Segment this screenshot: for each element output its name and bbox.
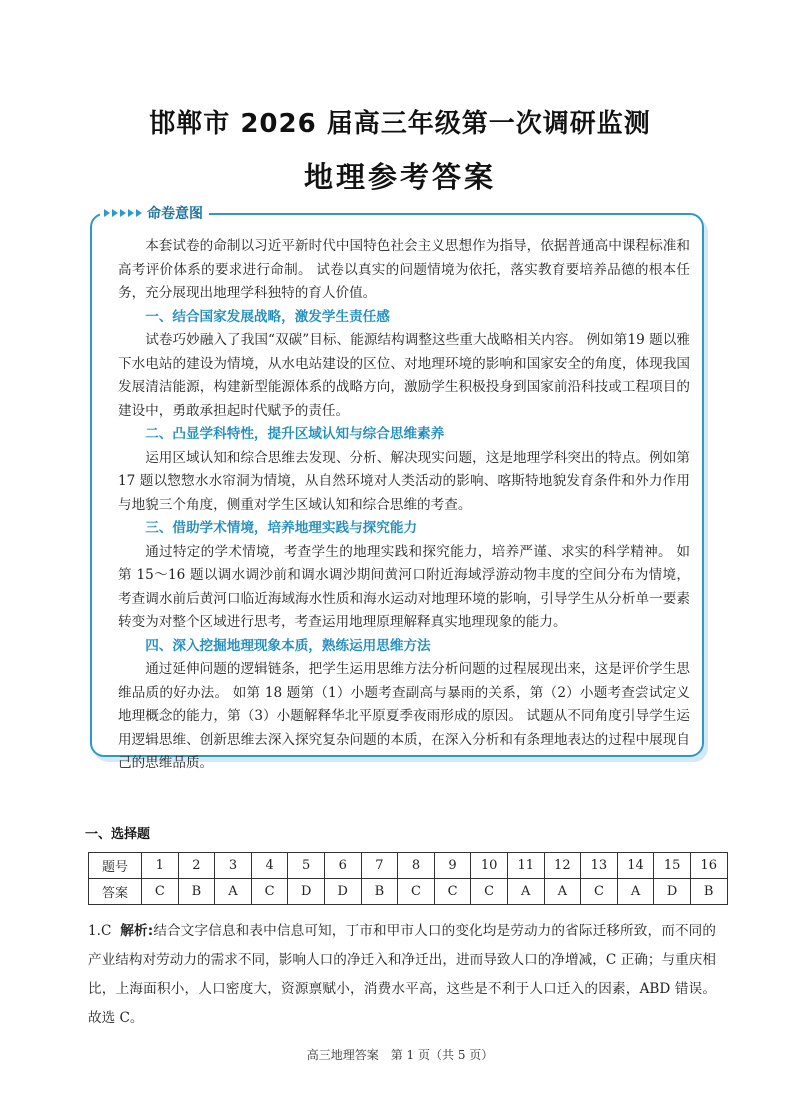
question-number: 11 xyxy=(507,853,544,879)
intent-text-2: 运用区域认知和综合思维去发现、分析、解决现实问题，这是地理学科突出的特点。例如第 17 题以惣惣水水帘洞为情境，从自然环境对人类活动的影响、喀斯特地貌发育条件和外力作用与地貌三个角度，侧重对学生区域认知和综合思维的考查。 xyxy=(118,449,690,513)
intent-heading-1: 一、结合国家发展战略，激发学生责任感 xyxy=(145,308,390,325)
intent-header xyxy=(100,203,209,223)
explanation-number: 1.C xyxy=(88,923,112,939)
explanation-label: 解析: xyxy=(120,923,154,939)
question-number: 5 xyxy=(288,853,325,879)
intent-intro: 本套试卷的命制以习近平新时代中国特色社会主义思想作为指导，依据普通高中课程标准和高考评价体系的要求进行命制。 试卷以真实的问题情境为依托，落实教育要培养品德的根本任务，充分展现出地理学科独特的育人价值。 xyxy=(118,238,690,301)
question-number: 16 xyxy=(690,853,727,879)
answer-cell: D xyxy=(654,879,691,905)
intent-heading-4: 四、深入挖掘地理现象本质，熟练运用思维方法 xyxy=(145,637,431,654)
intent-text-4: 通过延伸问题的逻辑链条，把学生运用思维方法分析问题的过程展现出来，这是评价学生思维品质的好办法。 如第 18 题第（1）小题考查副高与暴雨的关系，第（2）小题考查尝试定义地理概念的能力，第（3）小题解释华北平原夏季夜雨形成的原因。 试题从不同角度引导学生运用逻辑思维、创新思维去深入探究复杂问题的本质，在深入分析和有条理地表达的过程中展现自己的思维品质。 xyxy=(118,661,690,771)
answer-cell: D xyxy=(288,879,325,905)
intent-text-1: 试卷巧妙融入了我国“双碳”目标、能源结构调整这些重大战略相关内容。 例如第19 题以雅下水电站的建设为情境，从水电站建设的区位、对地理环境的影响和国家安全的角度，体现我国发展清洁能源，构建新型能源体系的战略方向，激励学生积极投身到国家前沿科技或工程项目的建设中，勇敢承担起时代赋予的责任。 xyxy=(118,332,690,419)
answer-cell: A xyxy=(544,879,581,905)
section-title: 一、选择题 xyxy=(85,827,151,842)
question-number: 14 xyxy=(617,853,654,879)
intent-body xyxy=(118,235,690,776)
question-number: 7 xyxy=(361,853,398,879)
answer-cell: D xyxy=(324,879,361,905)
answer-cell: C xyxy=(581,879,618,905)
answer-cell: B xyxy=(178,879,215,905)
question-number: 8 xyxy=(398,853,435,879)
question-number: 9 xyxy=(434,853,471,879)
question-number: 1 xyxy=(142,853,179,879)
answer-cell: C xyxy=(142,879,179,905)
question-number: 2 xyxy=(178,853,215,879)
page-footer: 高三地理答案 第 1 页（共 5 页） xyxy=(306,1048,494,1062)
question-number: 3 xyxy=(215,853,252,879)
intent-heading-2: 二、凸显学科特性，提升区域认知与综合思维素养 xyxy=(145,426,445,442)
question-number: 6 xyxy=(324,853,361,879)
table-row-answers xyxy=(89,879,728,905)
explanation-text: 结合文字信息和表中信息可知，丁市和甲市人口的变化均是劳动力的省际迁移所致，而不同的产业结构对劳动力的需求不同，影响人口的净迁入和净迁出，进而导致人口的净增减，C 正确；与重庆相比，上海面积小，人口密度大，资源禀赋小，消费水平高，这些是不利于人口迁入的因素，ABD 错误。故选 C。 xyxy=(88,923,716,1026)
question-number: 4 xyxy=(251,853,288,879)
answer-cell: C xyxy=(471,879,508,905)
question-number: 10 xyxy=(471,853,508,879)
row-label-answer: 答案 xyxy=(89,879,142,905)
answer-cell: A xyxy=(507,879,544,905)
answer-cell: C xyxy=(434,879,471,905)
explanation-1 xyxy=(88,917,716,1033)
arrow-decoration-icon xyxy=(104,209,142,217)
answer-cell: A xyxy=(215,879,252,905)
answer-cell: B xyxy=(690,879,727,905)
answer-table xyxy=(88,852,728,905)
intent-label: 命卷意图 xyxy=(147,206,203,222)
intent-text-3: 通过特定的学术情境，考查学生的地理实践和探究能力，培养严谨、求实的科学精神。 如第 15～16 题以调水调沙前和调水调沙期间黄河口附近海域浮游动物丰度的空间分布为情境，考查调水前后黄河口临近海域海水性质和海水运动对地理环境的影响，引导学生从分析单一要素转变为对整个区域进行思考，考查运用地理原理解释真实地理现象的能力。 xyxy=(118,543,690,630)
answer-cell: B xyxy=(361,879,398,905)
table-row-numbers xyxy=(89,853,728,879)
answer-cell: C xyxy=(398,879,435,905)
intent-heading-3: 三、借助学术情境，培养地理实践与探究能力 xyxy=(145,520,418,536)
page-subtitle: 地理参考答案 xyxy=(303,160,496,194)
question-number: 13 xyxy=(581,853,618,879)
question-number: 12 xyxy=(544,853,581,879)
page-title: 邯郸市 2026 届高三年级第一次调研监测 xyxy=(149,109,651,139)
answer-cell: C xyxy=(251,879,288,905)
row-label-number: 题号 xyxy=(89,853,142,879)
answer-cell: A xyxy=(617,879,654,905)
question-number: 15 xyxy=(654,853,691,879)
